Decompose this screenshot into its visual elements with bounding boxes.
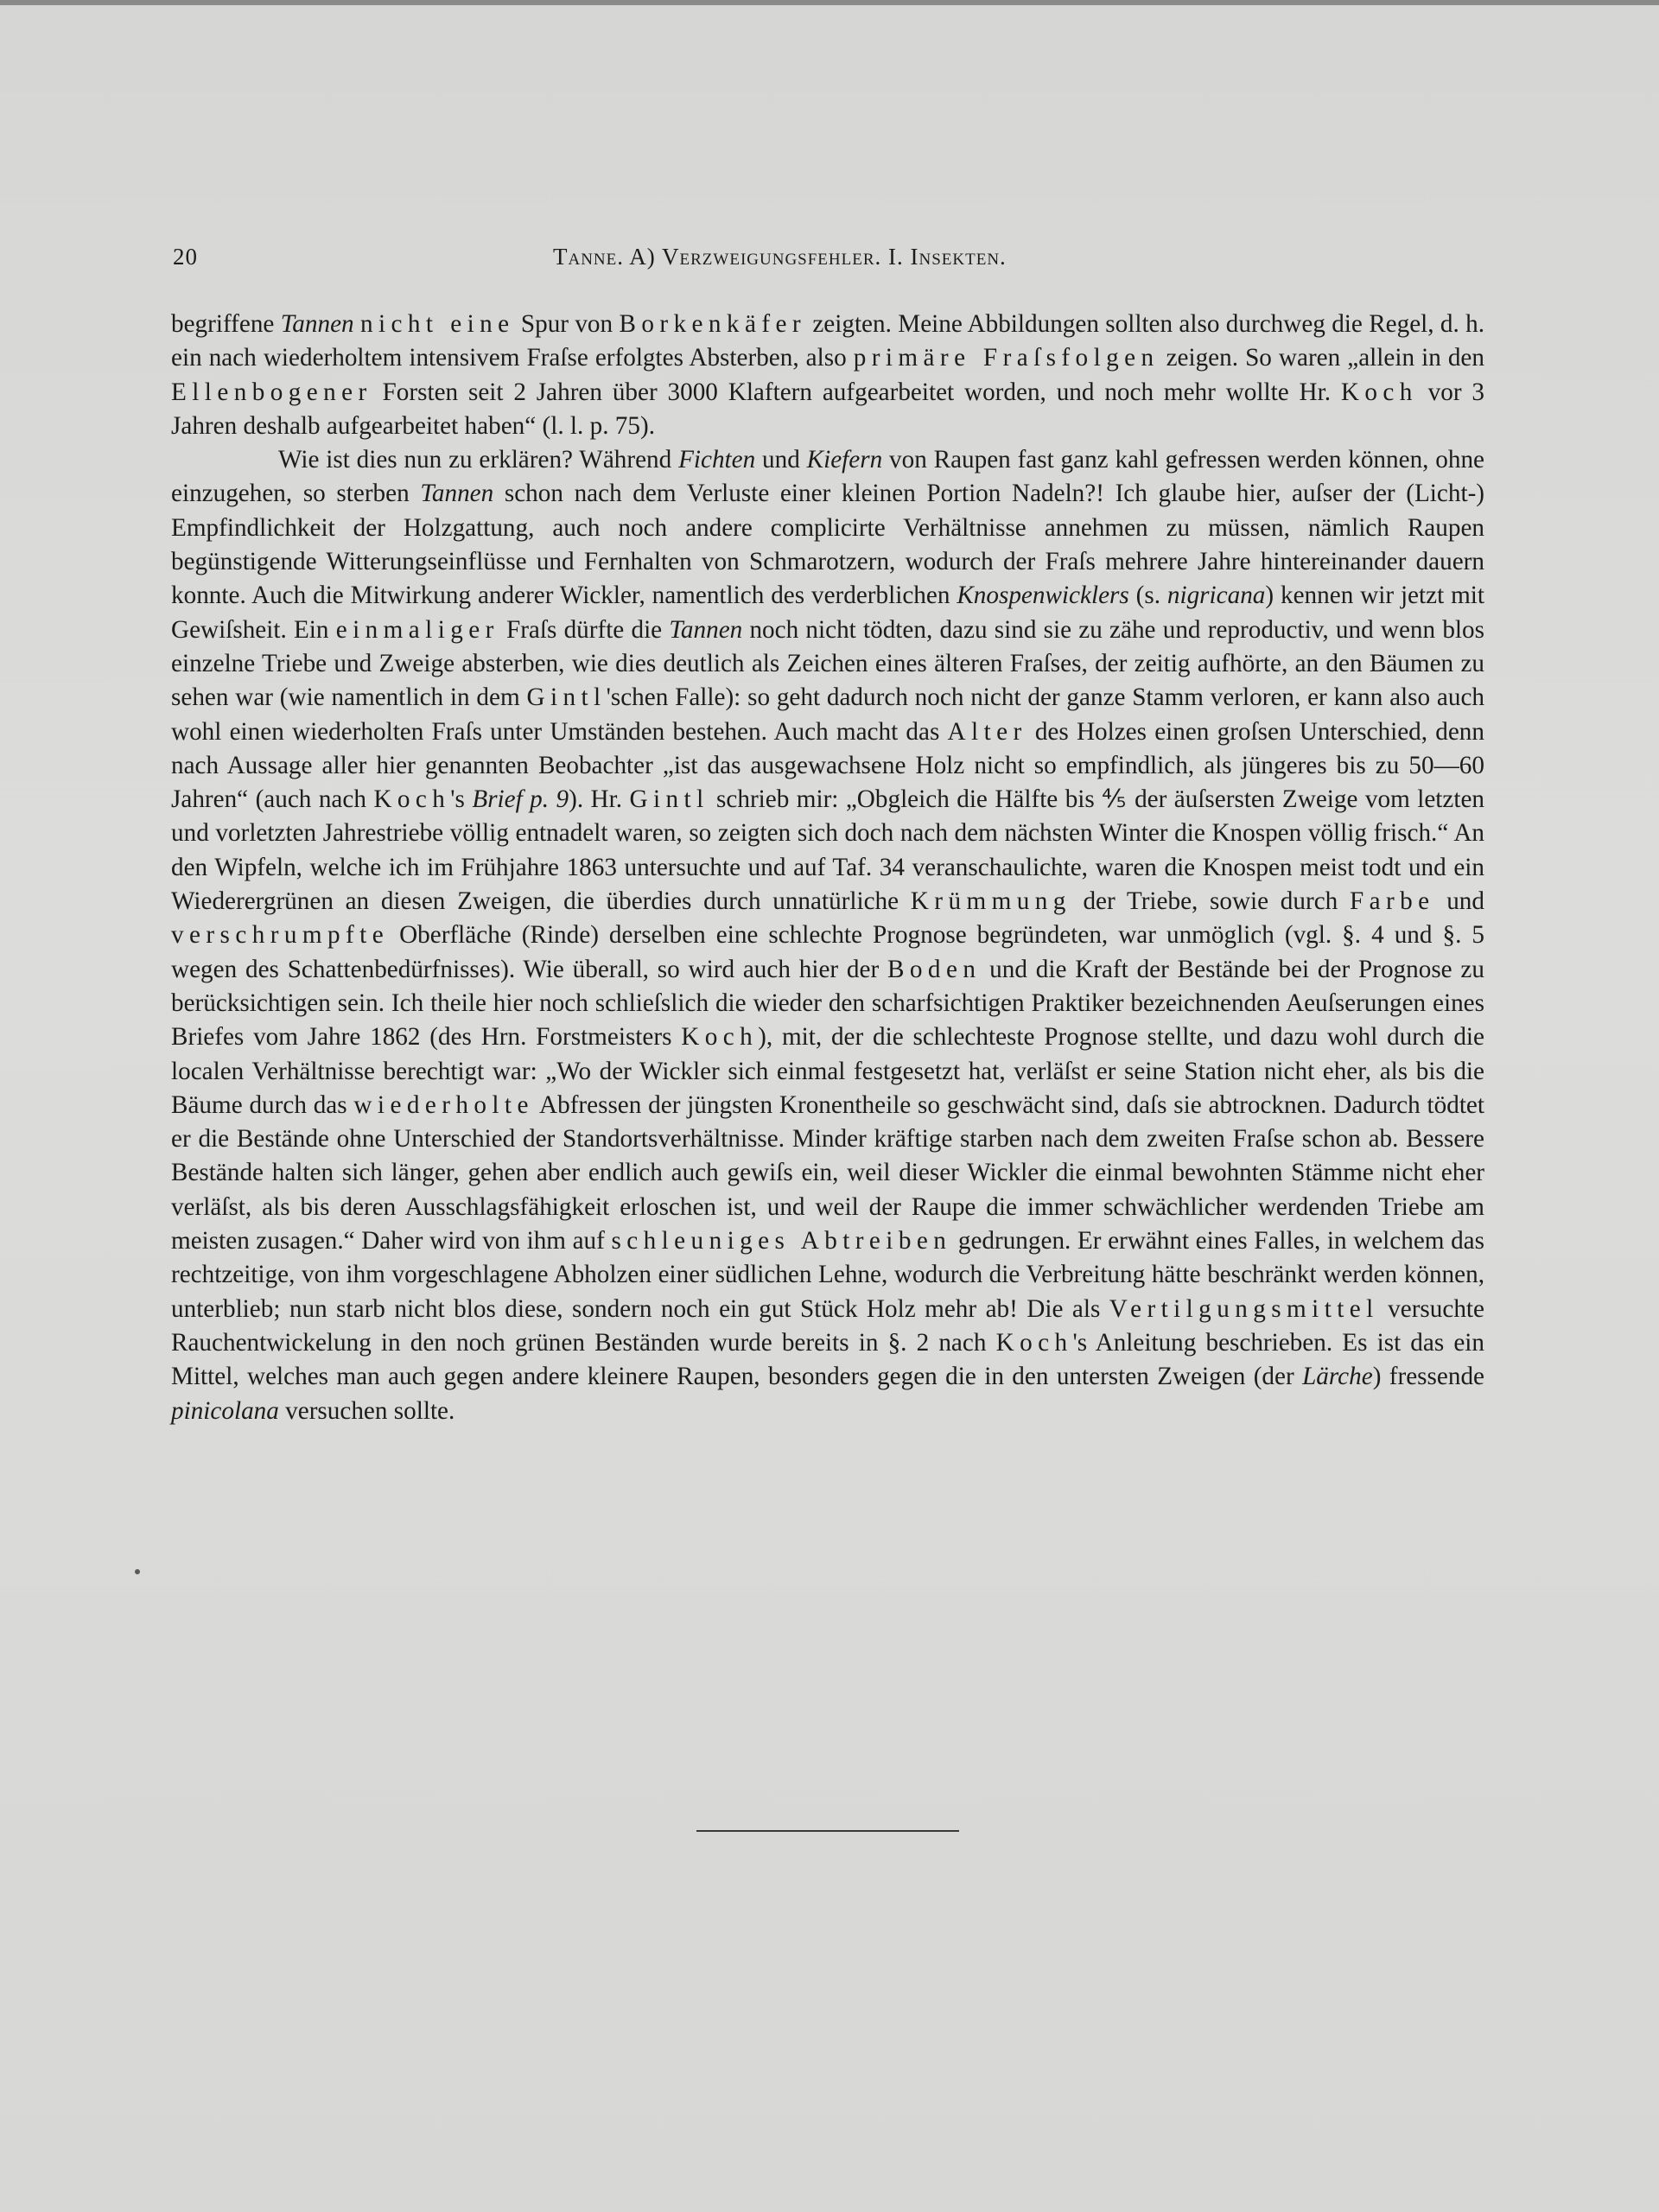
spaced-emphasis: Koch: [995, 1328, 1073, 1357]
text-run: 'schen Falle): so geht dadurch noch nicht der ganze Stamm verloren, er kann also auch wohl einen wiederholten Fraſs unter Umständen bestehen. Auch macht das: [171, 683, 1484, 746]
italic-text: Knospenwicklers: [957, 582, 1129, 610]
text-run: Forsten seit 2 Jahren über 3000 Klaftern aufgearbeitet worden, und noch mehr wollte Hr.: [372, 378, 1341, 406]
italic-text: Fichten: [678, 446, 756, 474]
text-run: versuchen sollte.: [278, 1396, 455, 1425]
italic-text: Lärche: [1302, 1363, 1373, 1391]
running-title: Tanne. A) Verzweigungsfehler. I. Insekten.: [553, 244, 1007, 270]
spaced-emphasis: Gintl: [629, 785, 709, 814]
text-run: Oberfläche (Rinde) derselben eine schlechte Prognose begründeten, war unmöglich (vgl. §. 4 und §. 5 wegen des Schattenbedürfnisses). Wie überall, so wird auch hier der: [171, 921, 1484, 983]
spaced-emphasis: Alter: [947, 717, 1027, 746]
italic-text: Tannen: [420, 480, 494, 508]
spaced-emphasis: primäre Fraſsfolgen: [853, 344, 1160, 372]
text-run: ), mit, der die schlechteste Prognose stellte, und dazu wohl durch die localen Verhältnisse berechtigt war: „Wo der Wickler sich einmal festgesetzt hat, verläſst er seine Station nicht eher, als bis die Bäume durch das: [171, 1023, 1484, 1119]
text-run: der Triebe, sowie durch: [1071, 887, 1350, 916]
spaced-emphasis: Koch: [373, 785, 451, 814]
text-run: schon nach dem Verluste einer kleinen Portion Nadeln?! Ich glaube hier, auſser der (Licht-) Empfindlichkeit der Holzgattung, auch noch andere complicirte Verhältnisse annehmen zu müssen, nämlich Raupen begünstigende Witterungseinflüsse und Fernhalten von Schmarotzern, wodurch der Fraſs mehrere Jahre hintereinander dauern konnte. Auch die Mitwirkung anderer Wickler, namentlich des verderblichen: [171, 480, 1485, 610]
text-run: schrieb mir: „Obgleich die Hälfte bis ⅘ der äuſsersten Zweige vom letzten und vorletzten Jahrestriebe völlig entnadelt waren, so zeigten sich doch nach dem nächsten Winter die Knospen völlig frisch.“ An den Wipfeln, welche ich im Frühjahre 1863 untersuchte und auf Taf. 34 veranschaulichte, waren die Knospen meist todt und ein Wiederergrünen an diesen Zweigen, die überdies durch unnatürliche: [171, 785, 1484, 916]
spaced-emphasis: Krümmung: [910, 887, 1071, 916]
spaced-emphasis: Borkenkäfer: [619, 310, 806, 338]
spaced-emphasis: Boden: [887, 955, 982, 983]
text-run: 's Anleitung beschrieben. Es ist das ein Mittel, welches man auch gegen andere kleinere Raupen, besonders gegen die in den untersten Zweigen (der: [171, 1328, 1484, 1391]
text-run: versuchte Rauchentwickelung in den noch grünen Beständen wurde bereits in §. 2 nach: [171, 1294, 1484, 1357]
text-run: 's: [450, 785, 473, 814]
body-text: [171, 308, 1484, 1428]
spaced-emphasis: Ellenbogener: [171, 378, 372, 406]
text-run: zeigen. So waren „allein in den: [1159, 344, 1484, 372]
text-run: ). Hr.: [569, 785, 630, 814]
spaced-emphasis: wiederholte: [353, 1090, 534, 1119]
spaced-emphasis: Gintl: [526, 683, 607, 712]
text-run: noch nicht tödten, dazu sind sie zu zähe und reproductiv, und wenn blos einzelne Triebe und Zweige absterben, wie dies deutlich als Zeichen eines älteren Fraſses, der zeitig aufhörte, an den Bäumen zu sehen war (wie namentlich in dem: [171, 615, 1484, 712]
page-number: 20: [173, 244, 198, 270]
italic-text: Tannen: [669, 615, 743, 644]
text-run: Abfressen der jüngsten Kronentheile so geschwächt sind, daſs sie abtrocknen. Dadurch tödtet er die Bestände ohne Unterschied der Standortsverhältnisse. Minder kräftige starben nach dem zweiten Fraſse schon ab. Bessere Bestände halten sich länger, gehen aber endlich auch gewiſs ein, weil dieser Wickler die einmal bewohnten Stämme nicht eher verläſst, als bis deren Ausschlagsfähigkeit erloschen ist, und weil der Raupe die immer schwächlicher werdenden Triebe am meisten zusagen.“ Daher wird von ihm auf: [171, 1090, 1484, 1255]
spaced-emphasis: verschrumpfte: [171, 921, 390, 950]
spaced-emphasis: Farbe: [1349, 887, 1435, 916]
text-run: und: [1434, 887, 1484, 916]
spaced-emphasis: Koch: [681, 1023, 759, 1052]
spaced-emphasis: Vertilgungsmittel: [1109, 1294, 1379, 1323]
text-run: vor 3 Jahren deshalb aufgearbeitet haben“ (l. l. p. 75).: [171, 378, 1484, 440]
text-run: des Holzes einen groſsen Unterschied, denn nach Aussage aller hier genannten Beobachter „ist das ausgewachsene Holz nicht so empfindlich, als jüngeres bis zu 50—60 Jahren“ (auch nach: [171, 717, 1484, 814]
text-run: und die Kraft der Bestände bei der Prognose zu berücksichtigen sein. Ich theile hier noch schlieſslich die wieder den scharfsichtigen Praktiker bezeichnenden Aeuſserungen eines Briefes vom Jahre 1862 (des Hrn. Forstmeisters: [171, 955, 1484, 1052]
text-run: ) kennen wir jetzt mit Gewiſsheit. Ein: [171, 582, 1484, 644]
text-run: und: [755, 446, 807, 474]
spaced-emphasis: einmaliger: [335, 615, 499, 644]
spaced-emphasis: nicht eine: [359, 310, 515, 338]
scan-edge: [0, 0, 1659, 5]
text-run: Wie ist dies nun zu erklären? Während: [278, 446, 679, 474]
text-run: ) fressende: [1372, 1363, 1485, 1391]
spaced-emphasis: Koch: [1340, 378, 1418, 406]
italic-text: pinicolana: [171, 1396, 279, 1425]
text-run: [354, 310, 360, 338]
text-run: begriffene: [171, 310, 281, 338]
text-run: (s.: [1128, 582, 1167, 610]
spaced-emphasis: schleuniges Abtreiben: [611, 1227, 952, 1255]
paragraph: [171, 308, 1484, 443]
scan-speck: [135, 1569, 140, 1574]
section-end-rule: [696, 1830, 959, 1832]
text-run: gedrungen. Er erwähnt eines Falles, in welchem das rechtzeitige, von ihm vorgeschlagene Abholzen einer südlichen Lehne, wodurch die Verbreitung hätte beschränkt werden können, unterblieb; nun starb nicht blos diese, sondern noch ein gut Stück Holz mehr ab! Die als: [171, 1227, 1484, 1323]
italic-text: Brief p. 9: [472, 785, 569, 814]
italic-text: Kiefern: [806, 446, 883, 474]
text-run: Fraſs dürfte die: [499, 615, 670, 644]
italic-text: nigricana: [1166, 582, 1266, 610]
text-run: von Raupen fast ganz kahl gefressen werden können, ohne einzugehen, so sterben: [171, 446, 1485, 508]
paragraph: [171, 443, 1484, 1428]
page-header: [173, 244, 1486, 278]
text-run: zeigten. Meine Abbildungen sollten also durchweg die Regel, d. h. ein nach wiederholtem intensivem Fraſse erfolgtes Absterben, also: [171, 310, 1485, 372]
italic-text: Tannen: [280, 310, 354, 338]
text-run: Spur von: [514, 310, 620, 338]
